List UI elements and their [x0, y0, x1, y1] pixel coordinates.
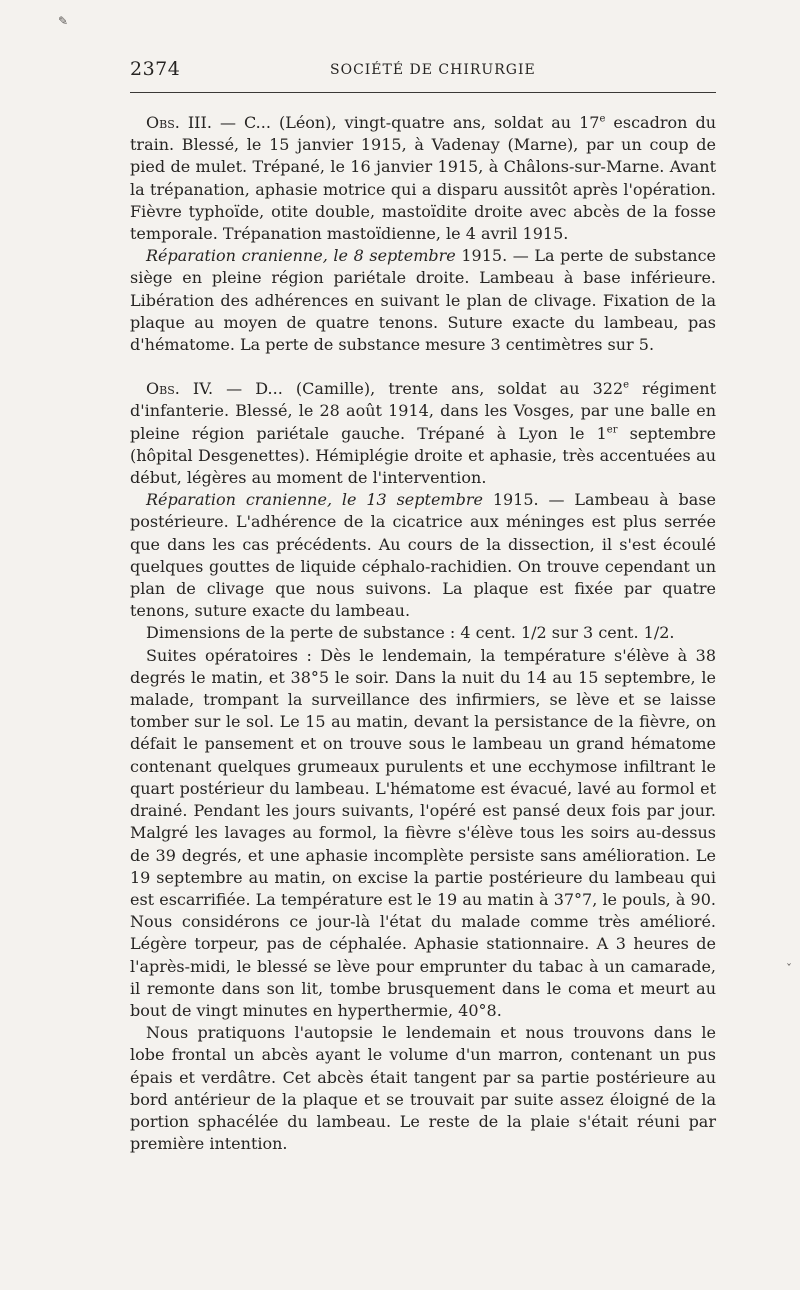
- page-header: [130, 56, 716, 90]
- obs4-p1-sup: e: [623, 379, 630, 391]
- obs4-paragraph-4: Suites opératoires : Dès le lendemain, la température s'élève à 38 degrés le matin, et 38°5 le soir. Dans la nuit du 14 au 15 septembre, le malade, trompant la surveillance des infirmiers, se lève et se laisse tomber sur le sol. Le 15 au matin, devant la persistance de la fièvre, on défait le pansement et on trouve sous le lambeau un grand hématome contenant quelques grumeaux purulents et une ecchymose infiltrant le quart postérieur du lambeau. L'hématome est évacué, lavé au formol et drainé. Pendant les jours suivants, l'opéré est pansé deux fois par jour. Malgré les lavages au formol, la fièvre s'élève tous les soirs au-dessus de 39 degrés, et une aphasie incomplète persiste sans amélioration. Le 19 septembre au matin, on excise la partie postérieure du lambeau qui est escarrifiée. La température est le 19 au matin à 37°7, le pouls, à 90. Nous considérons ce jour-là l'état du malade comme très amélioré. Légère torpeur, pas de céphalée. Aphasie stationnaire. A 3 heures de l'après-midi, le blessé se lève pour emprunter du tabac à un camarade, il remonte dans son lit, tombe brusquement dans le coma et meurt au bout de vingt minutes en hyperthermie, 40°8.: [130, 645, 716, 1020]
- obs4-paragraph-5: Nous pratiquons l'autopsie le lendemain et nous trouvons dans le lobe frontal un abcès ayant le volume d'un marron, contenant un pus épais et verdâtre. Cet abcès était tangent par sa partie postérieure au bord antérieur de la plaque et se trouvait par suite assez éloigné de la portion sphacélée du lambeau. Le reste de la plaie s'était réuni par première intention.: [130, 1023, 716, 1154]
- obs4-paragraph-3: Dimensions de la perte de substance : 4 cent. 1/2 sur 3 cent. 1/2.: [146, 623, 675, 643]
- obs3-p1-text: — C... (Léon), vingt-quatre ans, soldat au 17: [211, 113, 600, 132]
- article-body: [130, 112, 716, 1155]
- running-title: SOCIÉTÉ DE CHIRURGIE: [330, 62, 536, 78]
- obs3-repair-heading: Réparation cranienne, le 8 septembre: [146, 246, 456, 266]
- obs3-label: Obs. III.: [146, 113, 212, 132]
- obs3-p1-rest: escadron du train. Blessé, le 15 janvier 1915, à Vadenay (Marne), par un coup de pied de mulet. Trépané, le 16 janvier 1915, à Châlons-sur-Marne. Avant la trépanation, aphasie motrice qui a disparu aussitôt après l'opération. Fièvre typhoïde, otite double, mastoïdite droite avec abcès de la fosse temporale. Trépanation mastoïdienne, le 4 avril 1915.: [130, 113, 717, 244]
- header-rule: [130, 92, 716, 93]
- page-number: 2374: [130, 58, 181, 80]
- obs3-paragraph-1: [130, 112, 716, 245]
- obs4-p1-rest: septembre (hôpital Desgenettes). Hémiplégie droite et aphasie, très accentuées au début, légères au moment de l'intervention.: [130, 423, 717, 488]
- obs3-p1-sup: e: [599, 113, 606, 125]
- obs4-p1-sup2: er: [606, 424, 618, 436]
- obs4-paragraph-2: [130, 489, 716, 622]
- obs4-p1-mid: régiment d'infanterie. Blessé, le 28 août 1914, dans les Vosges, par une balle en pleine région pariétale gauche. Trépané à Lyon le 1: [130, 379, 717, 443]
- obs4-p1-text: — D... (Camille), trente ans, soldat au 322: [213, 379, 624, 399]
- margin-tick-icon: ˇ: [786, 962, 792, 976]
- obs4-label: Obs. IV.: [146, 379, 214, 399]
- obs3-paragraph-2: [130, 245, 716, 356]
- obs4-p2-rest: 1915. — Lambeau à base postérieure. L'adhérence de la cicatrice aux méninges est plus serrée que dans les cas précédents. Au cours de la dissection, il s'est écoulé quelques gouttes de liquide céphalo-rachidien. On trouve cependant un plan de clivage que nous suivons. La plaque est fixée par quatre tenons, suture exacte du lambeau.: [130, 490, 717, 621]
- obs4-repair-heading: Réparation cranienne, le 13 septembre: [146, 490, 483, 510]
- obs4-paragraph-1: [130, 378, 716, 489]
- obs3-p2-rest: 1915. — La perte de substance siège en pleine région pariétale droite. Lambeau à base inférieure. Libération des adhérences en suivant le plan de clivage. Fixation de la plaque au moyen de quatre tenons. Suture exacte du lambeau, pas d'hématome. La perte de substance mesure 3 centimètres sur 5.: [130, 246, 716, 355]
- margin-mark-icon: ✎: [58, 14, 69, 28]
